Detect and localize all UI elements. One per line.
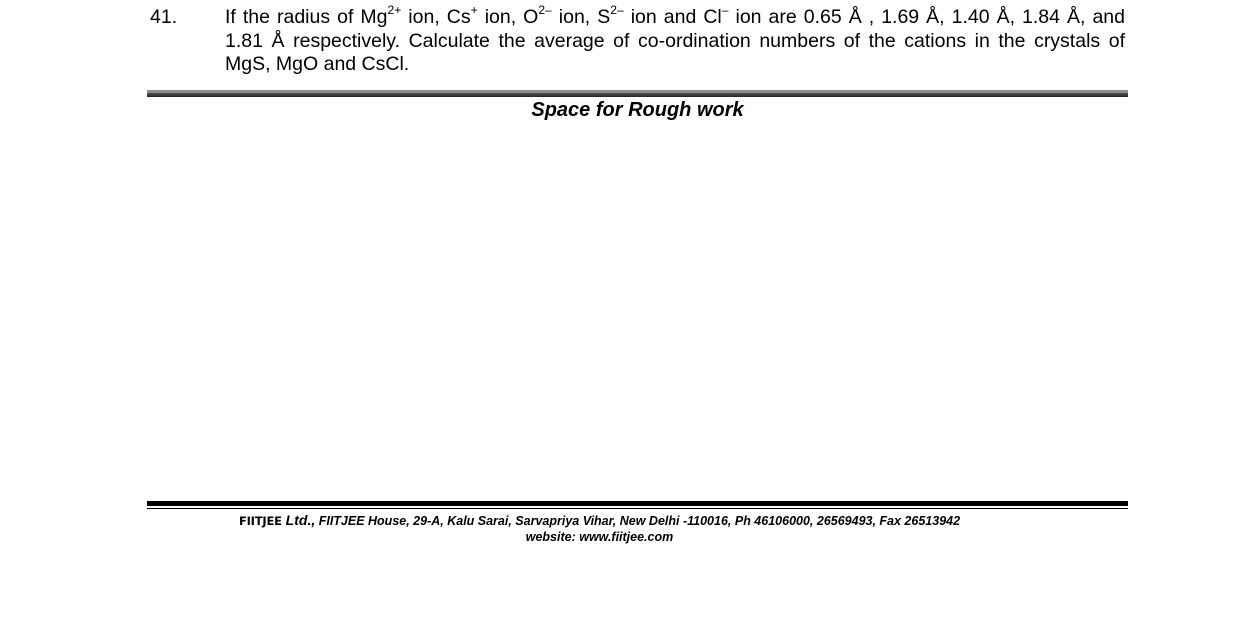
footer-address-line [147, 512, 1052, 529]
footer-address: FIITJEE House, 29-A, Kalu Sarai, Sarvapriya Vihar, New Delhi -110016, Ph 46106000, 26569493, Fax 26513942 [315, 514, 961, 528]
footer [147, 512, 1052, 545]
question-text-part: ion and Cl [623, 6, 722, 28]
question-text-part: ion, Cs [401, 6, 471, 28]
question-text-part: ion, O [477, 6, 539, 28]
footer-website: website: www.fiitjee.com [525, 530, 674, 544]
o-charge: 2– [538, 3, 552, 18]
mg-charge: 2+ [387, 3, 402, 18]
rough-work-title: Space for Rough work [531, 99, 744, 121]
footer-divider-thick [147, 501, 1128, 506]
cs-charge: + [470, 3, 478, 18]
footer-brand: FIITJEE [238, 514, 282, 528]
question-text-part: ion, S [551, 6, 611, 28]
s-charge: 2– [610, 3, 624, 18]
question-number: 41. [150, 6, 178, 28]
footer-ltd: Ltd., [281, 512, 316, 528]
cl-charge: – [721, 3, 729, 18]
footer-divider-thin [147, 508, 1128, 509]
top-divider [147, 90, 1128, 97]
question-text-part: ion are 0.65 Å , 1.69 Å, 1.40 Å, 1.84 Å, and 1.81 Å respectively. Calculate the average of co-ordination numbers of the cations in the crystals of MgS, MgO and CsCl. [225, 6, 1125, 75]
question-text [225, 3, 1125, 77]
question-text-part: If the radius of Mg [225, 6, 388, 28]
